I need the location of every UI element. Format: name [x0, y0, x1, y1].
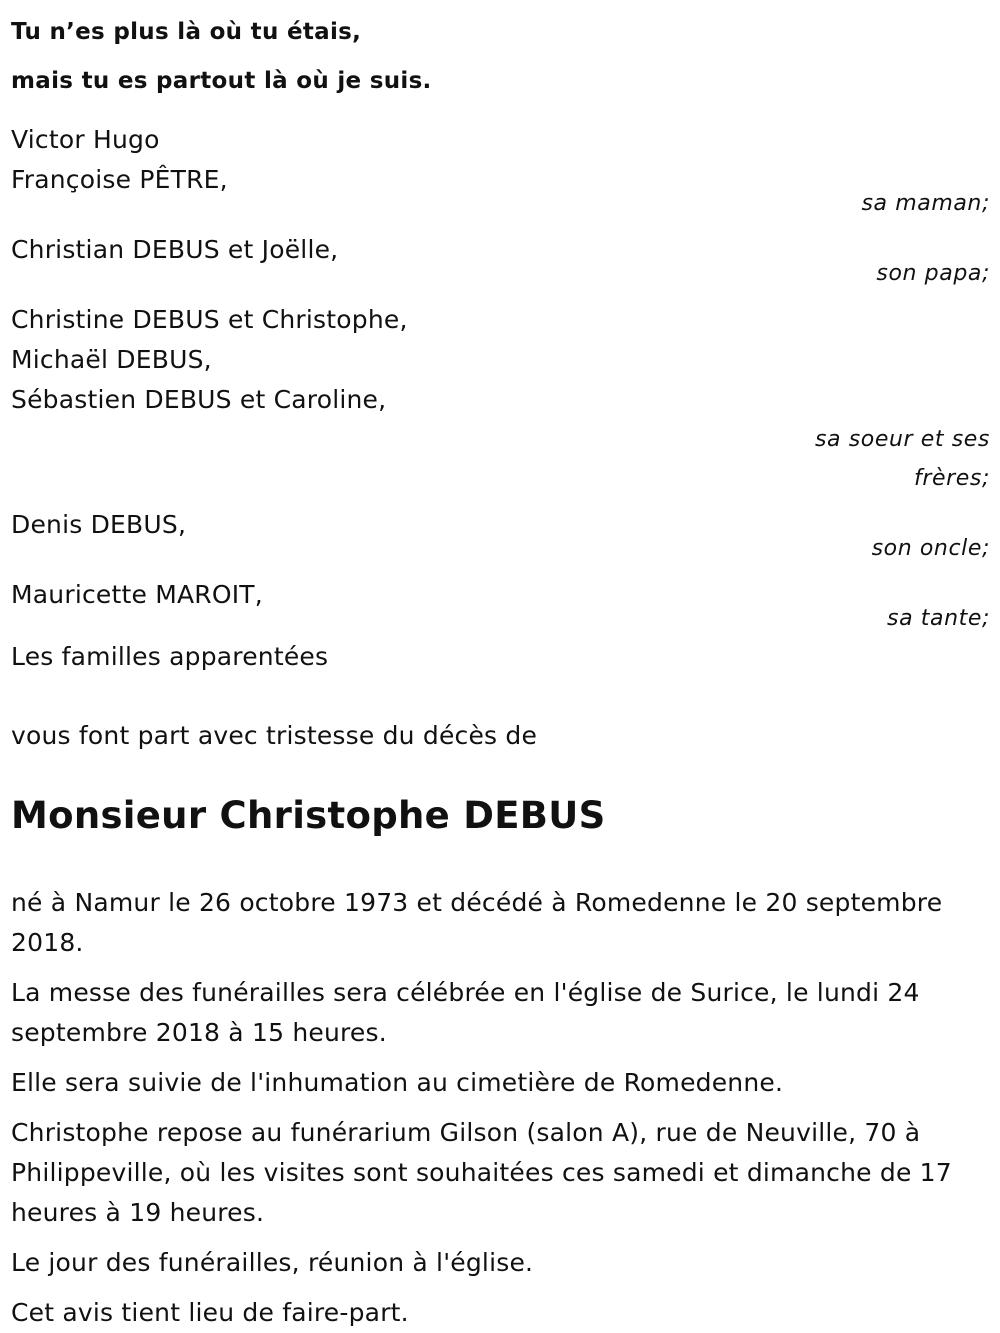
- family-group: [11, 637, 990, 677]
- family-relation: sa soeur et ses frères;: [815, 427, 990, 491]
- family-relation: son papa;: [876, 261, 990, 286]
- epigraph-quote: [11, 0, 990, 106]
- notice-paragraph: Cet avis tient lieu de faire-part.: [11, 1298, 409, 1327]
- family-member-name: Françoise PÊTRE,: [11, 165, 228, 194]
- announcement-text: vous font part avec tristesse du décès de: [11, 721, 538, 750]
- quote-line-1: Tu n’es plus là où tu étais,: [11, 19, 362, 45]
- family-member-name: Les familles apparentées: [11, 642, 329, 671]
- family-relation: son oncle;: [871, 536, 990, 561]
- family-group: [11, 160, 990, 223]
- family-member-name: Denis DEBUS,: [11, 510, 187, 539]
- quote-author: Victor Hugo: [11, 125, 160, 154]
- family-group: [11, 505, 990, 568]
- family-relation: sa tante;: [887, 606, 990, 631]
- family-member-name: Christine DEBUS et Christophe,: [11, 305, 408, 334]
- meeting-paragraph: Le jour des funérailles, réunion à l'église.: [11, 1248, 534, 1277]
- family-group: [11, 575, 990, 638]
- family-member-name: Christian DEBUS et Joëlle,: [11, 235, 339, 264]
- details-section: [11, 883, 990, 1333]
- family-member-name: Michaël DEBUS,: [11, 345, 212, 374]
- quote-line-2: mais tu es partout là où je suis.: [11, 68, 432, 94]
- family-member-name: Sébastien DEBUS et Caroline,: [11, 385, 387, 414]
- birth-death-paragraph: né à Namur le 26 octobre 1973 et décédé à Romedenne le 20 septembre 2018.: [11, 888, 943, 957]
- family-group: [11, 300, 990, 498]
- family-list: [11, 160, 990, 677]
- visitation-paragraph: Christophe repose au funérarium Gilson (salon A), rue de Neuville, 70 à Philippeville, où les visites sont souhaitées ces samedi et dimanche de 17 heures à 19 heures.: [11, 1118, 952, 1227]
- deceased-name: Monsieur Christophe DEBUS: [11, 794, 606, 837]
- family-member-name: Mauricette MAROIT,: [11, 580, 263, 609]
- family-relation: sa maman;: [861, 191, 990, 216]
- burial-paragraph: Elle sera suivie de l'inhumation au cimetière de Romedenne.: [11, 1068, 784, 1097]
- family-group: [11, 230, 990, 293]
- funeral-mass-paragraph: La messe des funérailles sera célébrée en l'église de Surice, le lundi 24 septembre 2018 à 15 heures.: [11, 978, 920, 1047]
